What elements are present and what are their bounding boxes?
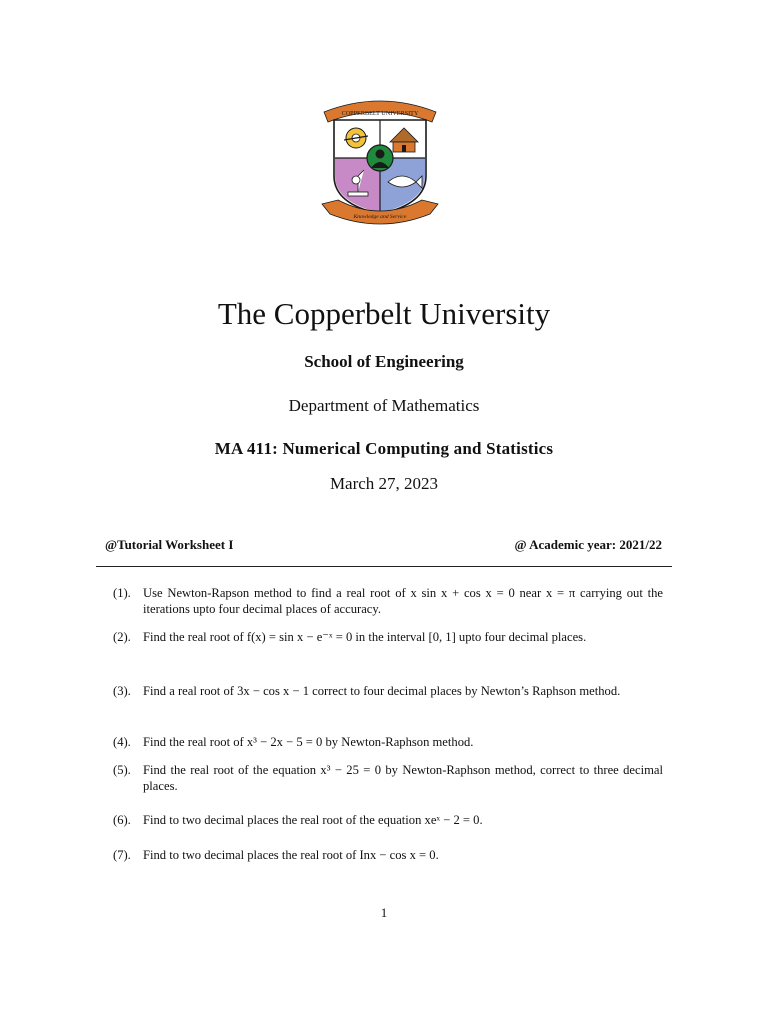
question-number: (4). xyxy=(113,735,131,749)
question-item xyxy=(113,812,663,828)
question-number: (5). xyxy=(113,763,131,777)
university-crest-logo xyxy=(318,96,442,226)
question-number: (3). xyxy=(113,684,131,698)
header-divider xyxy=(96,566,672,567)
question-text: Find the real root of f(x) = sin x − e⁻ˣ = 0 in the interval [0, 1] upto four decimal places. xyxy=(143,630,587,644)
school-name: School of Engineering xyxy=(304,352,464,371)
question-text: Find to two decimal places the real root of Inx − cos x = 0. xyxy=(143,848,439,862)
university-title: The Copperbelt University xyxy=(217,296,551,331)
question-item xyxy=(113,734,663,750)
question-item xyxy=(113,585,663,617)
question-number: (2). xyxy=(113,630,131,644)
question-number: (6). xyxy=(113,813,131,827)
crest-arc-text: COPPERBELT UNIVERSITY xyxy=(341,110,419,117)
question-item xyxy=(113,847,663,863)
course-title: MA 411: Numerical Computing and Statistics xyxy=(214,439,554,458)
worksheet-label: @Tutorial Worksheet I xyxy=(105,537,234,552)
page-number: 1 xyxy=(380,905,388,920)
question-text: Find the real root of the equation x³ − 25 = 0 by Newton-Raphson method, correct to three decimal places. xyxy=(143,763,663,793)
question-item xyxy=(113,762,663,794)
question-item xyxy=(113,629,663,645)
question-number: (1). xyxy=(113,586,131,600)
question-text: Find to two decimal places the real root of the equation xeˣ − 2 = 0. xyxy=(143,813,483,827)
question-text: Find a real root of 3x − cos x − 1 correct to four decimal places by Newton’s Raphson method. xyxy=(143,684,621,698)
question-item xyxy=(113,683,663,699)
document-date: March 27, 2023 xyxy=(329,474,439,493)
question-number: (7). xyxy=(113,848,131,862)
question-text: Use Newton-Rapson method to find a real root of x sin x + cos x = 0 near x = π carrying out the iterations upto four decimal places of accuracy. xyxy=(143,586,663,616)
department-name: Department of Mathematics xyxy=(288,396,480,415)
question-text: Find the real root of x³ − 2x − 5 = 0 by Newton-Raphson method. xyxy=(143,735,474,749)
academic-year: @ Academic year: 2021/22 xyxy=(514,537,662,552)
crest-motto-text: Knowledge and Service xyxy=(353,214,407,220)
